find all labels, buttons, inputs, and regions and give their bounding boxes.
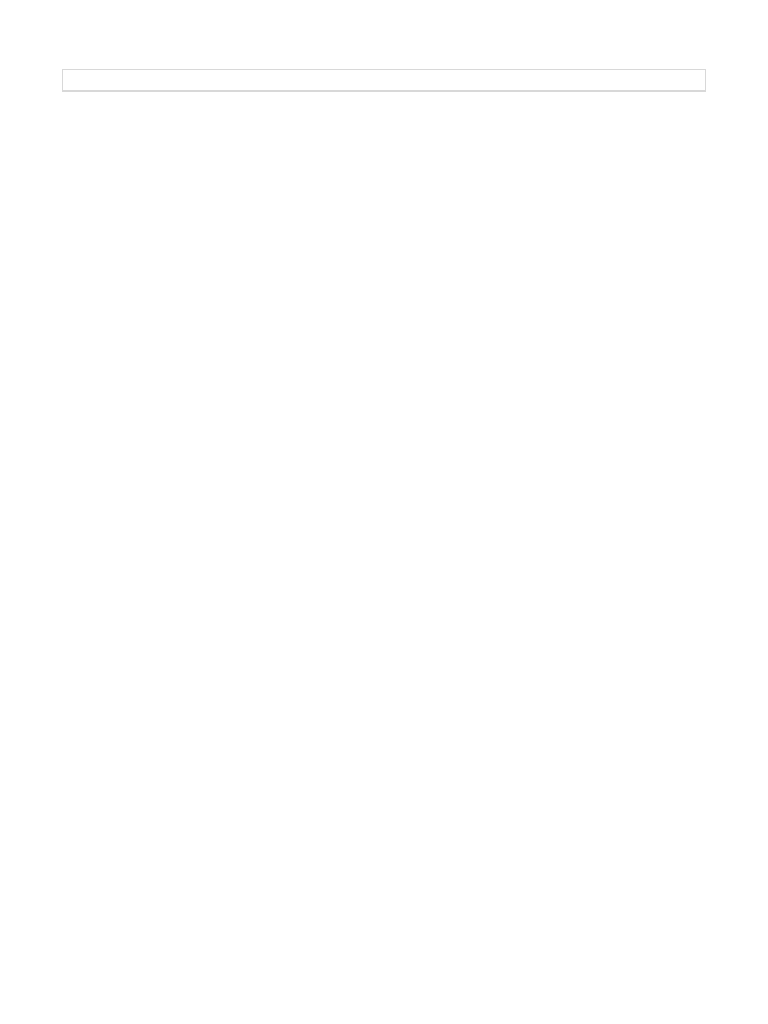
spreadsheet (62, 69, 706, 92)
intro-note (63, 70, 705, 91)
